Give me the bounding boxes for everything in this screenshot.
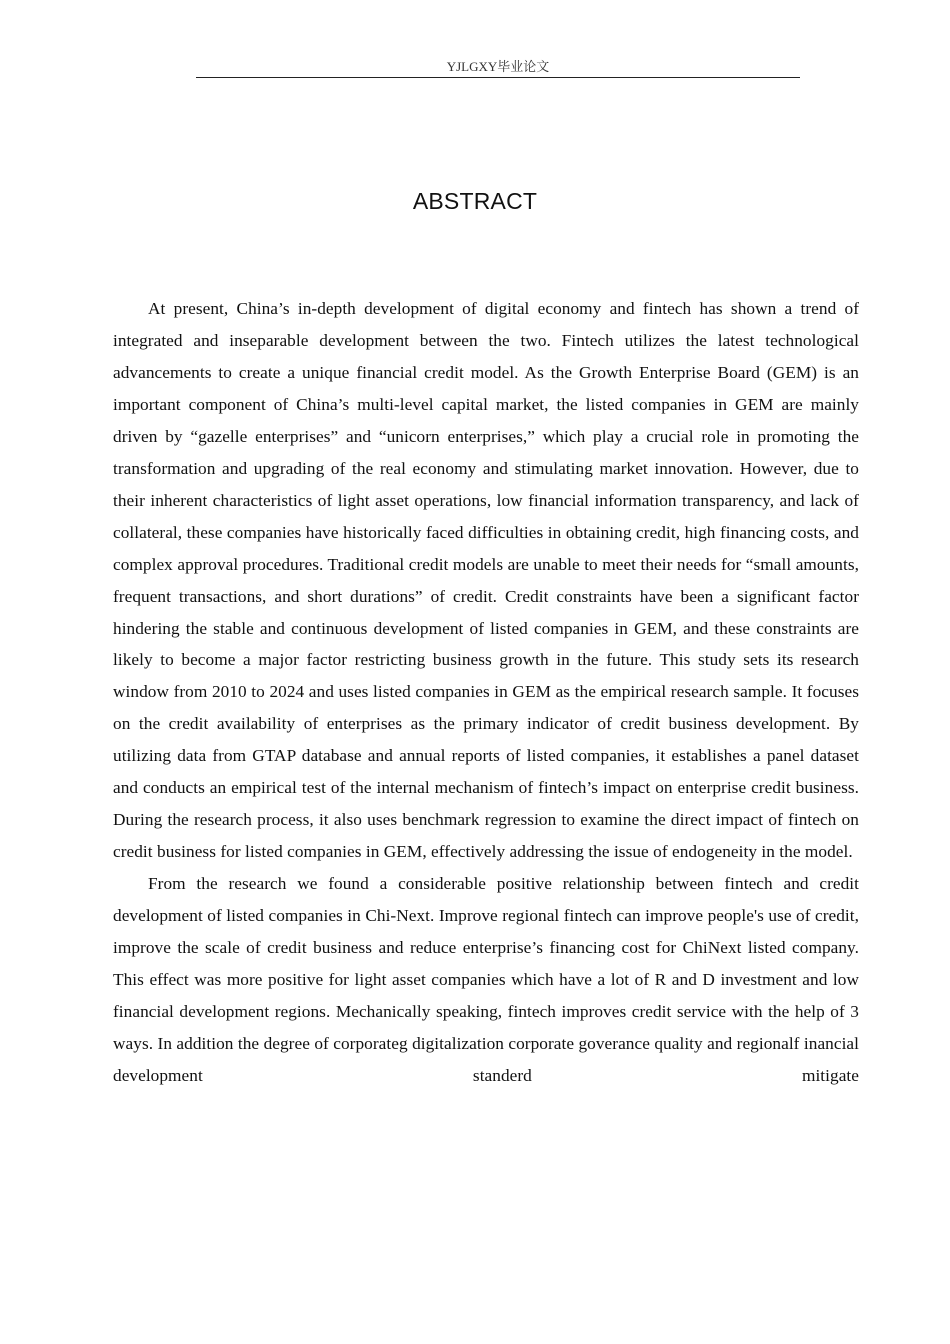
abstract-paragraph: At present, China’s in-depth development of digital economy and fintech has shown a trend of integrated and inseparable development between the two. Fintech utilizes the latest technological advancements to create a unique financial credit model. As the Growth Enterprise Board (GEM) is an important component of China’s multi-level capital market, the listed companies in GEM are mainly driven by “gazelle enterprises” and “unicorn enterprises,” which play a crucial role in promoting the transformation and upgrading of the real economy and stimulating market innovation. However, due to their inherent characteristics of light asset operations, low financial information transparency, and lack of collateral, these companies have historically faced difficulties in obtaining credit, high financing costs, and complex approval procedures. Traditional credit models are unable to meet their needs for “small amounts, frequent transactions, and short durations” of credit. Credit constraints have been a significant factor hindering the stable and continuous development of listed companies in GEM, and these constraints are likely to become a major factor restricting business growth in the future. This study sets its research window from 2010 to 2024 and uses listed companies in GEM as the empirical research sample. It focuses on the credit availability of enterprises as the primary indicator of credit business development. By utilizing data from GTAP database and annual reports of listed companies, it establishes a panel dataset and conducts an empirical test of the internal mechanism of fintech’s impact on enterprise credit business. During the research process, it also uses benchmark regression to examine the direct impact of fintech on credit business for listed companies in GEM, effectively addressing the issue of endogeneity in the model. bbox=[113, 299, 859, 862]
abstract-title: ABSTRACT bbox=[412, 188, 538, 214]
abstract-body bbox=[113, 293, 859, 1092]
running-header: YJLGXY毕业论文 bbox=[196, 56, 800, 78]
abstract-paragraph: From the research we found a considerable positive relationship between fintech and credit development of listed companies in Chi-Next. Improve regional fintech can improve people's use of credit, improve the scale of credit business and reduce enterprise’s financing cost for ChiNext listed company. This effect was more positive for light asset companies which have a lot of R and D investment and low financial development regions. Mechanically speaking, fintech improves credit service with the help of 3 ways. In addition the degree of corporateg digitalization corporate goverance quality and regionalf inancial development standerd mitigate bbox=[113, 874, 859, 1085]
